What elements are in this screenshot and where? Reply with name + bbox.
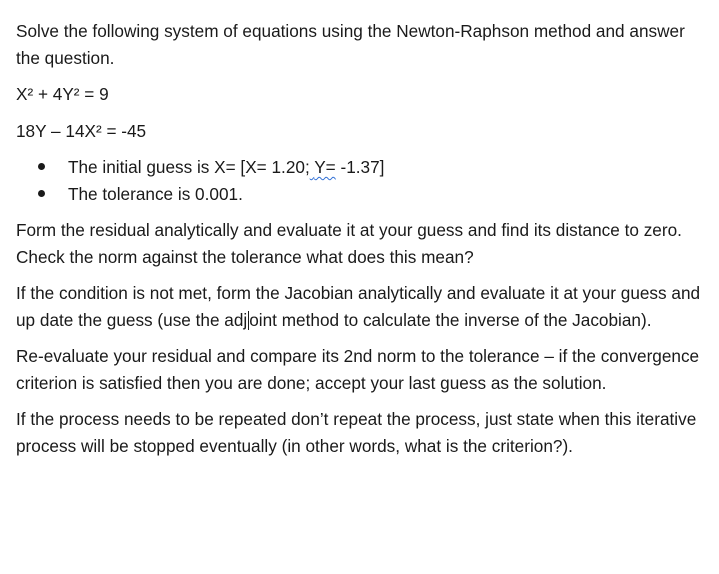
bullet-dot-icon	[38, 190, 45, 197]
residual-paragraph: Form the residual analytically and evaluate it at your guess and find its distance to zero. Check the norm against the tolerance what does this mean?	[16, 220, 682, 267]
equation-1: X² + 4Y² = 9	[16, 84, 109, 104]
repeat-paragraph: If the process needs to be repeated don’t repeat the process, just state when this iterative process will be stopped eventually (in other words, what is the criterion?).	[16, 409, 697, 456]
jacobian-text-end: oint method to calculate the inverse of the Jacobian).	[249, 309, 652, 330]
intro-paragraph: Solve the following system of equations using the Newton-Raphson method and answer the question.	[16, 21, 685, 68]
initial-guess-value: -1.37]	[335, 157, 385, 177]
equation-2: 18Y – 14X² = -45	[16, 120, 147, 141]
bullet-list	[16, 154, 706, 207]
reevaluate-paragraph: Re-evaluate your residual and compare its 2nd norm to the tolerance – if the convergence criterion is satisfied then you are done; accept your last guess as the solution.	[16, 346, 700, 393]
bullet-dot-icon	[38, 163, 45, 170]
tolerance-text: The tolerance is 0.001.	[68, 183, 243, 204]
bullet-tolerance	[16, 181, 706, 208]
bullet-initial-guess	[16, 154, 706, 181]
jacobian-text-start: If the condition is not met, form the Jacobian analytically and evaluate it at your guess and up date the guess (use the adj	[16, 283, 701, 330]
initial-guess-text: The initial guess is X= [X= 1.20;	[68, 157, 310, 177]
jacobian-paragraph	[16, 280, 706, 333]
document-body[interactable]	[16, 18, 706, 469]
flagged-word: Y=	[314, 157, 336, 177]
spellcheck-flag[interactable]	[310, 157, 336, 177]
